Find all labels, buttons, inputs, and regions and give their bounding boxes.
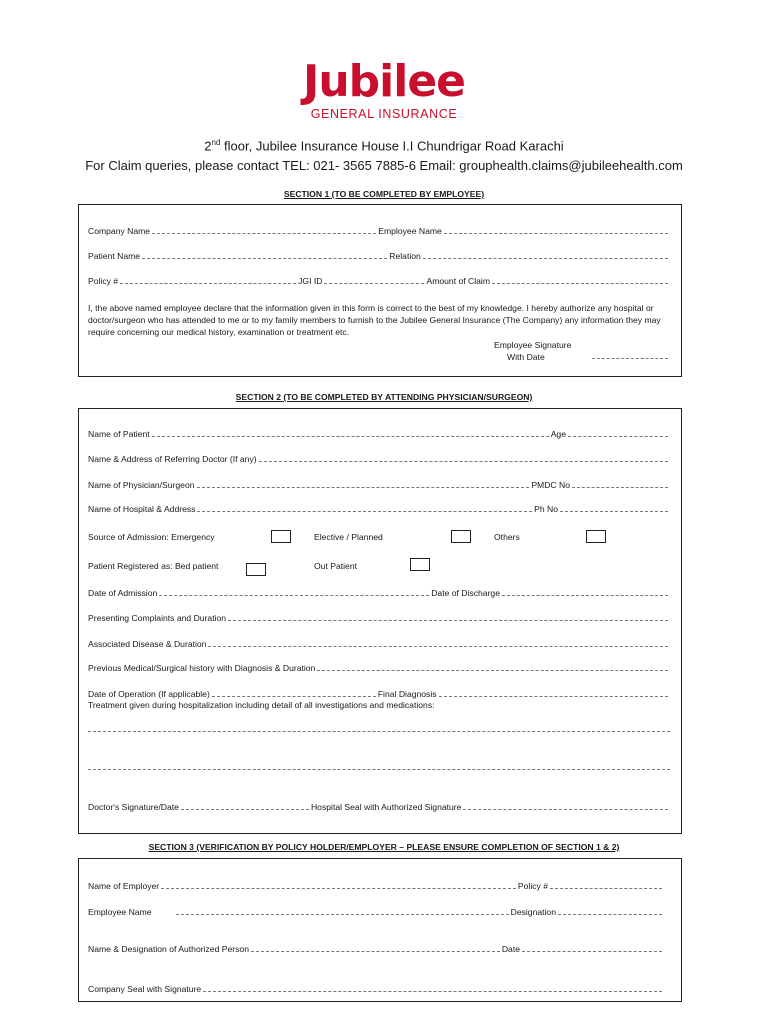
authorized-person-row — [88, 943, 664, 955]
source-of-admission-label: Source of Admission: Emergency — [88, 532, 215, 542]
company-employee-row — [88, 225, 670, 237]
doctor-signature-field[interactable] — [181, 809, 309, 810]
section-2-title: SECTION 2 (TO BE COMPLETED BY ATTENDING PHYSICIAN/SURGEON) — [235, 392, 533, 402]
date-of-admission-field[interactable] — [159, 595, 429, 596]
patient-age-row — [88, 428, 670, 440]
policy-field-s3[interactable] — [550, 888, 662, 889]
treatment-line-1[interactable] — [88, 731, 670, 732]
jgi-id-field[interactable] — [324, 283, 424, 284]
date-of-discharge-field[interactable] — [502, 595, 668, 596]
others-checkbox[interactable] — [586, 530, 606, 543]
employee-signature-field[interactable] — [592, 358, 668, 359]
out-patient-label: Out Patient — [314, 561, 357, 571]
previous-history-field[interactable] — [317, 670, 668, 671]
patient-name-label: Patient Name — [88, 251, 141, 261]
date-of-operation-field[interactable] — [212, 696, 376, 697]
hospital-address-field[interactable] — [197, 511, 532, 512]
authorized-person-label: Name & Designation of Authorized Person — [88, 944, 249, 954]
logo-wordmark: Jubilee — [302, 56, 466, 107]
doctor-signature-row — [88, 801, 670, 813]
address-line — [0, 138, 768, 153]
name-of-employer-label: Name of Employer — [88, 881, 160, 891]
emergency-checkbox[interactable] — [271, 530, 291, 543]
company-name-label: Company Name — [88, 226, 151, 236]
employee-designation-row — [88, 906, 664, 918]
final-diagnosis-label: Final Diagnosis — [377, 689, 437, 699]
treatment-line-2[interactable] — [88, 769, 670, 770]
age-field[interactable] — [568, 436, 668, 437]
declaration-text: I, the above named employee declare that the information given in this form is correct to the best of my knowledge. I hereby authorize any hospital or doctor/surgeon who has attended to me or to my family members to furnish to the Jubilee General Insurance (The Company) any information they may require concerning our medical history, examination or treatment etc. — [88, 303, 661, 338]
treatment-given-label: Treatment given during hospitalization including detail of all investigations and medications: — [88, 700, 435, 710]
others-label: Others — [494, 532, 520, 542]
associated-disease-row — [88, 638, 670, 650]
referring-doctor-label: Name & Address of Referring Doctor (If any) — [88, 454, 257, 464]
jgi-id-label: JGI ID — [298, 276, 323, 286]
policy-label-s3: Policy # — [517, 881, 548, 891]
designation-label: Designation — [510, 907, 556, 917]
section-1-title: SECTION 1 (TO BE COMPLETED BY EMPLOYEE) — [283, 189, 485, 199]
company-seal-row — [88, 983, 664, 995]
elective-checkbox[interactable] — [451, 530, 471, 543]
out-patient-checkbox[interactable] — [410, 558, 430, 571]
with-date-label: With Date — [507, 352, 545, 362]
name-of-patient-field[interactable] — [152, 436, 549, 437]
policy-row — [88, 275, 670, 287]
jubilee-logo — [0, 56, 768, 122]
hospital-seal-label: Hospital Seal with Authorized Signature — [310, 802, 462, 812]
amount-of-claim-label: Amount of Claim — [426, 276, 490, 286]
date-of-admission-label: Date of Admission — [88, 588, 158, 598]
amount-of-claim-field[interactable] — [492, 283, 668, 284]
date-label-s3: Date — [501, 944, 520, 954]
final-diagnosis-field[interactable] — [439, 696, 668, 697]
name-of-patient-label: Name of Patient — [88, 429, 150, 439]
company-seal-label: Company Seal with Signature — [88, 984, 202, 994]
pmdc-no-label: PMDC No — [531, 480, 570, 490]
hospital-address-label: Name of Hospital & Address — [88, 504, 196, 514]
operation-diagnosis-row — [88, 688, 670, 700]
floor-number: 2 — [204, 138, 212, 154]
patient-relation-row — [88, 250, 670, 262]
ph-no-field[interactable] — [560, 511, 668, 512]
floor-suffix: nd — [211, 138, 221, 147]
associated-disease-label: Associated Disease & Duration — [88, 639, 207, 649]
pmdc-no-field[interactable] — [572, 487, 668, 488]
employee-name-field[interactable] — [444, 233, 668, 234]
registered-as-label: Patient Registered as: Bed patient — [88, 561, 219, 571]
policy-field[interactable] — [120, 283, 296, 284]
employer-policy-row — [88, 880, 664, 892]
section-3-title: SECTION 3 (VERIFICATION BY POLICY HOLDER/EMPLOYER – PLEASE ENSURE COMPLETION OF SECTION 1 & 2) — [148, 842, 620, 852]
employee-name-label-s3: Employee Name — [88, 907, 152, 917]
doctor-signature-label: Doctor's Signature/Date — [88, 802, 179, 812]
hospital-row — [88, 503, 670, 515]
date-of-discharge-label: Date of Discharge — [431, 588, 500, 598]
employee-signature-label: Employee Signature — [494, 340, 572, 350]
relation-label: Relation — [389, 251, 421, 261]
presenting-complaints-label: Presenting Complaints and Duration — [88, 613, 227, 623]
admission-discharge-row — [88, 587, 670, 599]
name-of-employer-field[interactable] — [161, 888, 516, 889]
previous-history-label: Previous Medical/Surgical history with Diagnosis & Duration — [88, 663, 316, 673]
logo-subtitle: GENERAL INSURANCE — [310, 107, 458, 121]
associated-disease-field[interactable] — [208, 646, 668, 647]
presenting-complaints-field[interactable] — [228, 620, 668, 621]
physician-row — [88, 479, 670, 491]
presenting-complaints-row — [88, 612, 670, 624]
company-name-field[interactable] — [152, 233, 376, 234]
physician-label: Name of Physician/Surgeon — [88, 480, 195, 490]
employee-name-label: Employee Name — [378, 226, 442, 236]
contact-line: For Claim queries, please contact TEL: 021- 3565 7885-6 Email: grouphealth.claims@jubileehealth.com — [85, 158, 683, 173]
employee-name-field-s3[interactable] — [176, 914, 509, 915]
previous-history-row — [88, 662, 670, 674]
address-text: floor, Jubilee Insurance House I.I Chundrigar Road Karachi — [220, 138, 564, 154]
policy-label: Policy # — [88, 276, 119, 286]
designation-field[interactable] — [558, 914, 662, 915]
age-label: Age — [550, 429, 566, 439]
ph-no-label: Ph No — [534, 504, 558, 514]
date-of-operation-label: Date of Operation (If applicable) — [88, 689, 210, 699]
referring-doctor-row — [88, 453, 670, 465]
date-field-s3[interactable] — [522, 951, 662, 952]
elective-label: Elective / Planned — [314, 532, 383, 542]
referring-doctor-field[interactable] — [259, 461, 668, 462]
patient-name-field[interactable] — [142, 258, 387, 259]
hospital-seal-field[interactable] — [463, 809, 668, 810]
authorized-person-field[interactable] — [251, 951, 500, 952]
bed-patient-checkbox[interactable] — [246, 563, 266, 576]
physician-field[interactable] — [197, 487, 530, 488]
relation-field[interactable] — [423, 258, 668, 259]
company-seal-field[interactable] — [203, 991, 662, 992]
